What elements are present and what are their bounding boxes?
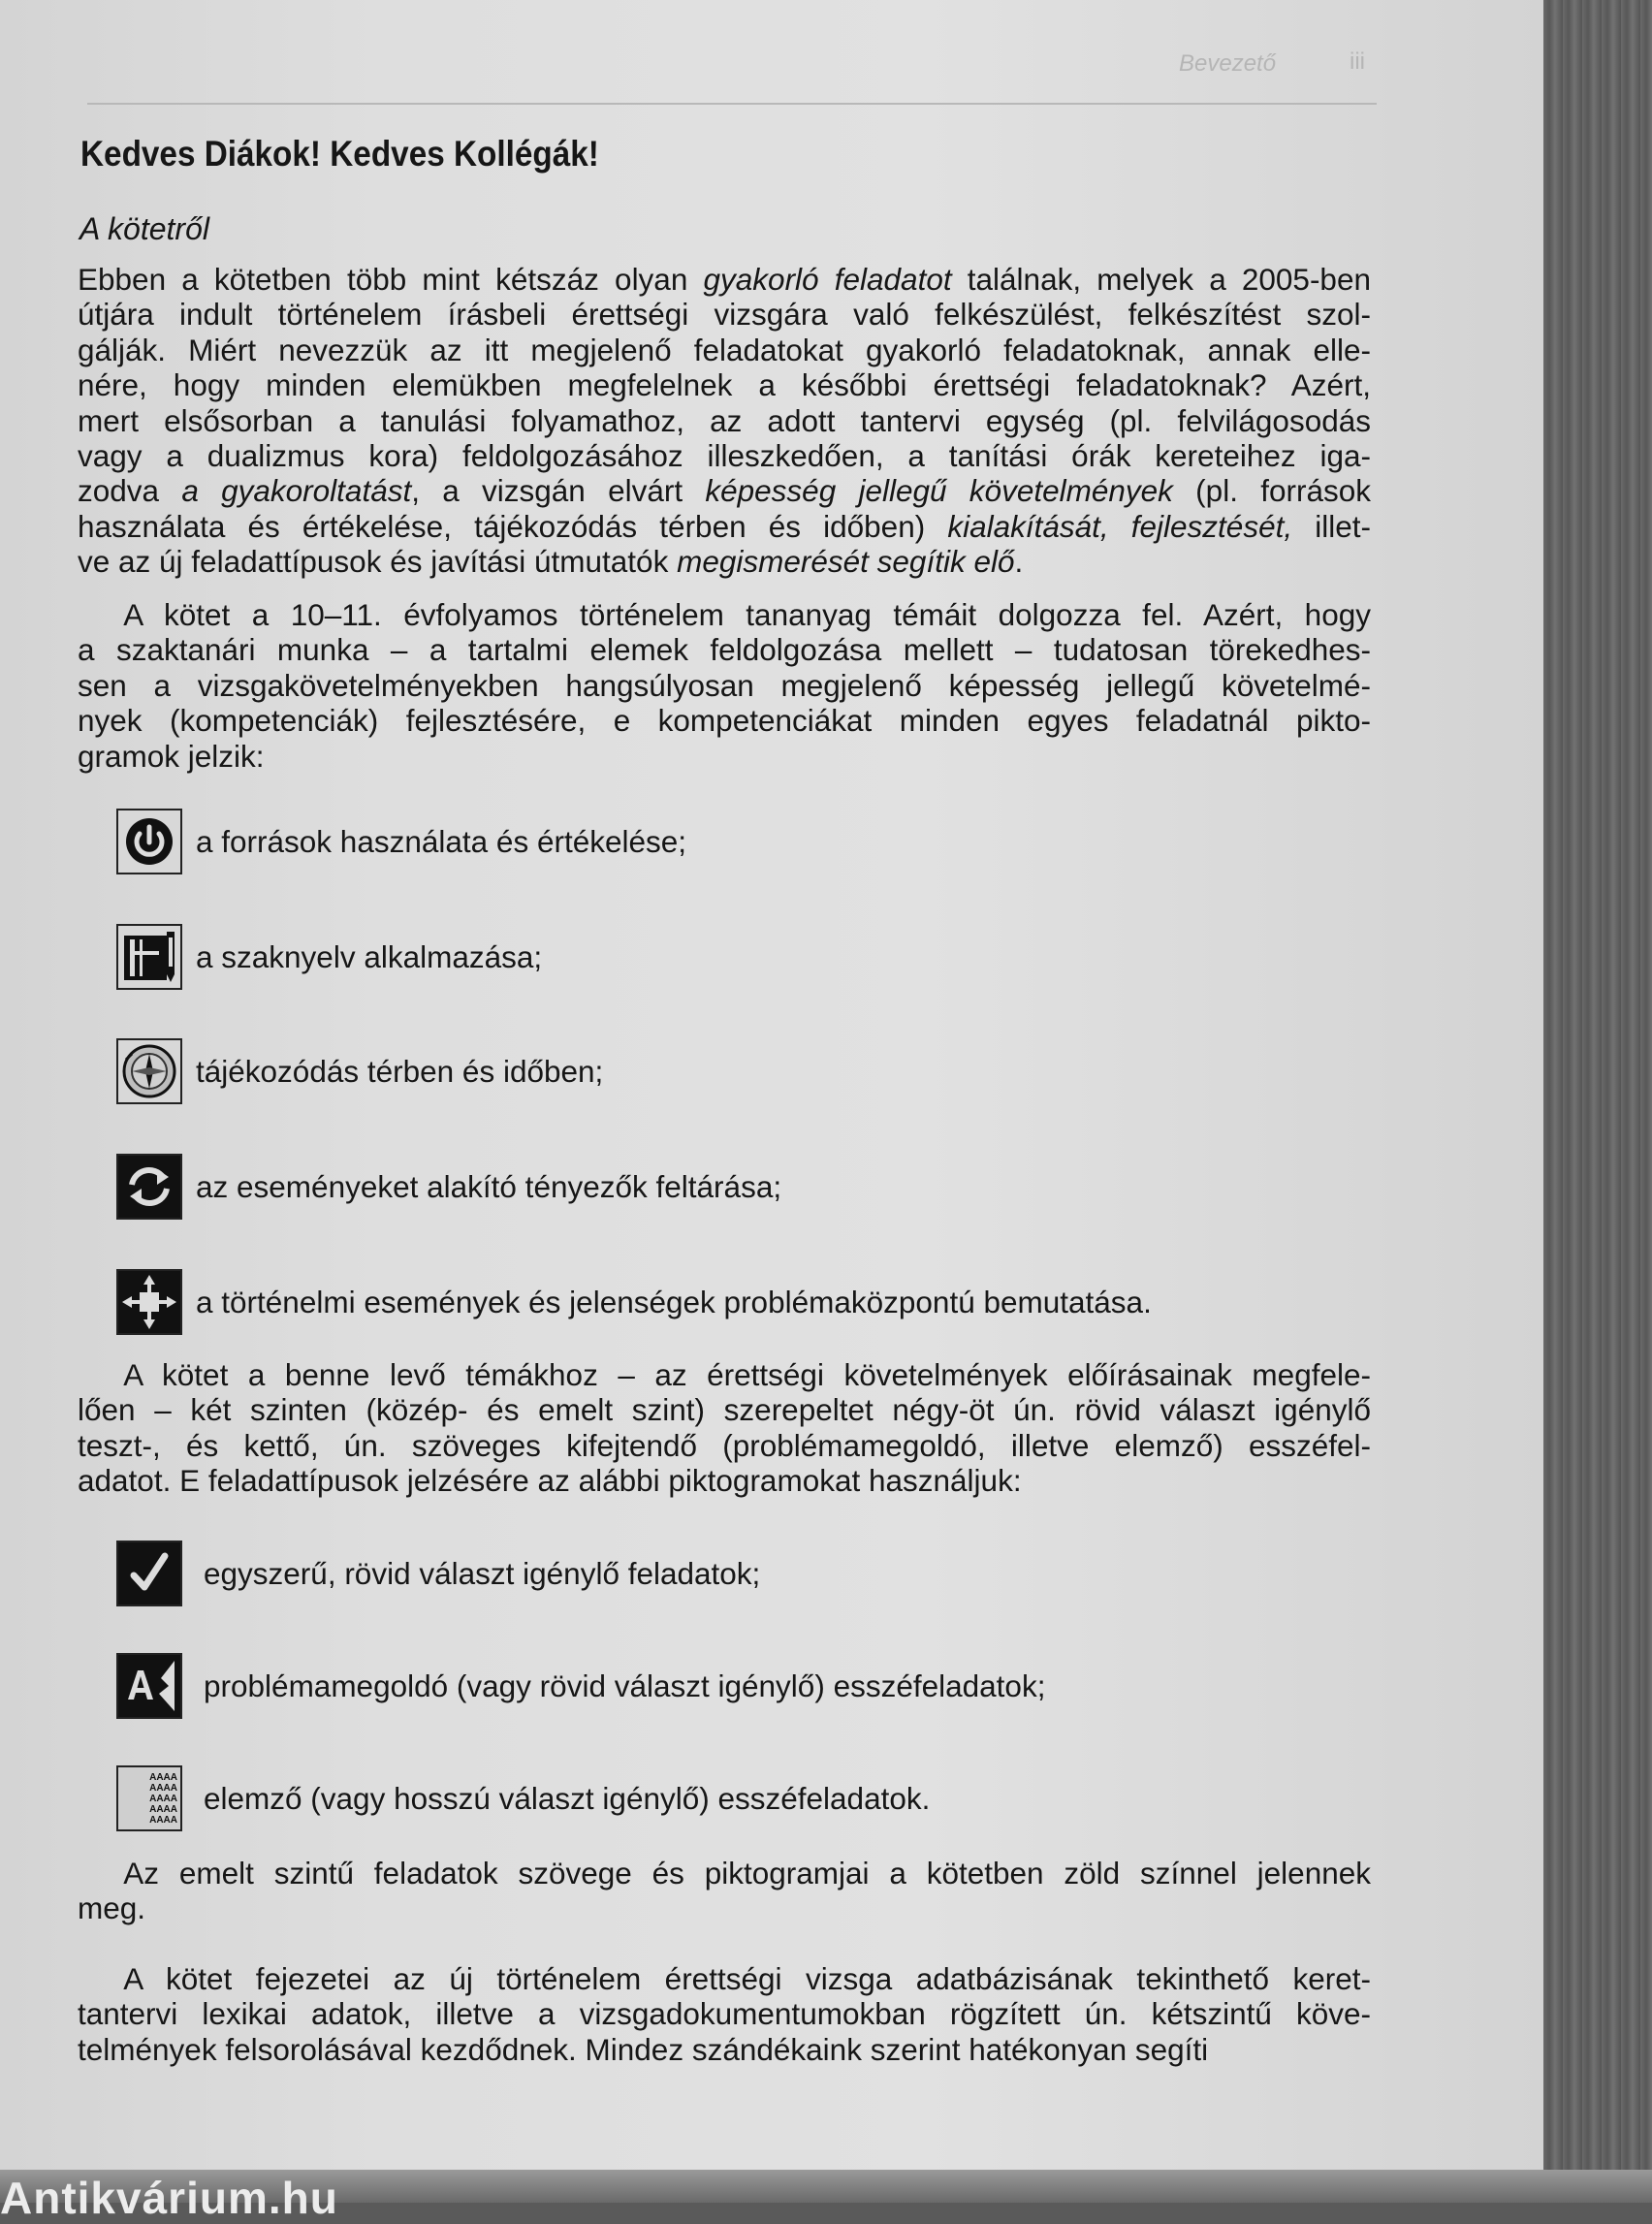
- text-line: A kötet a 10–11. évfolyamos történelem tananyag témáit dolgozza fel. Azért, hogy: [78, 597, 1371, 632]
- icon-text-line: AAAA: [149, 1793, 177, 1804]
- text-line: nyek (kompetenciák) fejlesztésére, e kompetenciákat minden egyes feladatnál pikto-: [78, 703, 1371, 739]
- text-line: telmények felsorolásával kezdődnek. Mindez szándékaink szerint hatékonyan segíti: [78, 2031, 1209, 2067]
- text-lines-icon: [116, 1765, 182, 1831]
- task-type-item-analytic-essay: [116, 1763, 930, 1833]
- power-icon: [116, 809, 182, 874]
- competency-item-problems: [116, 1267, 1152, 1337]
- competency-item-orientation: [116, 1036, 603, 1106]
- running-title: Bevezető: [1179, 50, 1277, 77]
- text-line: lően – két szinten (közép- és emelt szint) szerepeltet négy-öt ún. rövid választ igénylő: [78, 1392, 1371, 1428]
- text-line: használata és értékelése, tájékozódás térben és időben) kialakítását, fejlesztését, illet-: [78, 508, 1371, 544]
- text-line: Az emelt szintű feladatok szövege és piktogramjai a kötetben zöld színnel jelennek: [78, 1856, 1371, 1890]
- competency-intro-paragraph: [78, 597, 1371, 774]
- text-line: Ebben a kötetben több mint kétszáz olyan gyakorló feladatot találnak, melyek a 2005-ben: [78, 262, 1371, 297]
- task-type-label: problémamegoldó (vagy rövid választ igénylő) esszéfeladatok;: [204, 1668, 1046, 1703]
- page-number: iii: [1350, 48, 1365, 75]
- text-line: gramok jelzik:: [78, 738, 265, 774]
- page-title: Kedves Diákok! Kedves Kollégák!: [80, 134, 599, 174]
- text-line: tantervi lexikai adatok, illetve a vizsgadokumentumokban rögzített ún. kétszintű köve-: [78, 1996, 1371, 2032]
- icon-text-line: AAAA: [149, 1782, 177, 1794]
- text-line: A kötet fejezetei az új történelem érettségi vizsga adatbázisának tekinthető keret-: [78, 1961, 1371, 1996]
- emphasis: megismerését segítik elő: [677, 544, 1015, 580]
- competency-item-factors: [116, 1152, 781, 1222]
- text-line: sen a vizsgakövetelményekben hangsúlyosan megjelenő képesség jellegű követelmé-: [78, 667, 1371, 703]
- competency-label: az eseményeket alakító tényezők feltárása;: [196, 1168, 782, 1204]
- header-rule: [87, 103, 1377, 105]
- text-line: a szaktanári munka – a tartalmi elemek feldolgozása mellett – tudatosan törekedhes-: [78, 632, 1371, 668]
- competency-label: a források használata és értékelése;: [196, 823, 687, 859]
- emphasis: a gyakoroltatást: [181, 473, 412, 509]
- task-type-item-problem-essay: [116, 1651, 1045, 1721]
- task-types-paragraph: [78, 1357, 1371, 1499]
- text-line: A kötet a benne levő témákhoz – az érettségi követelmények előírásainak megfele-: [78, 1357, 1371, 1392]
- competency-label: a szaknyelv alkalmazása;: [196, 938, 543, 974]
- text-line: útjára indult történelem írásbeli érettségi vizsgára való felkészülést, felkészítést szol-: [78, 297, 1371, 333]
- book-pen-icon: [116, 924, 182, 990]
- text-line: ve az új feladattípusok és javítási útmutatók megismerését segítik elő.: [78, 544, 1024, 580]
- puzzle-arrows-icon: [116, 1269, 182, 1335]
- text-line: zodva a gyakoroltatást, a vizsgán elvárt képesség jellegű követelmények (pl. források: [78, 473, 1371, 509]
- emphasis: gyakorló feladatot: [703, 262, 952, 297]
- background-surface: [1543, 0, 1652, 2203]
- task-type-label: egyszerű, rövid választ igénylő feladatok;: [204, 1555, 761, 1591]
- competency-item-sources: [116, 807, 686, 876]
- competency-item-terminology: [116, 922, 542, 992]
- task-type-label: elemző (vagy hosszú választ igénylő) esszéfeladatok.: [204, 1780, 931, 1816]
- intro-paragraph: [78, 262, 1371, 580]
- emphasis: kialakítását, fejlesztését,: [947, 508, 1293, 544]
- icon-text-line: AAAA: [149, 1803, 177, 1815]
- advanced-level-paragraph: [78, 1856, 1371, 1926]
- letter-a-icon: [116, 1653, 182, 1719]
- cycle-arrows-icon: [116, 1154, 182, 1220]
- text-line: teszt-, és kettő, ún. szöveges kifejtendő (problémamegoldó, illetve elemző) esszéfel-: [78, 1427, 1371, 1463]
- chapters-paragraph: [78, 1961, 1371, 2067]
- compass-clock-icon: [116, 1038, 182, 1104]
- text-line: gálják. Miért nevezzük az itt megjelenő feladatokat gyakorló feladatoknak, annak elle-: [78, 332, 1371, 367]
- text-line: mert elsősorban a tanulási folyamathoz, az adott tantervi egység (pl. felvilágosodás: [78, 402, 1371, 438]
- competency-label: a történelmi események és jelenségek problémaközpontú bemutatása.: [196, 1284, 1152, 1319]
- emphasis: képesség jellegű követelmények: [705, 473, 1173, 509]
- text-line: nére, hogy minden elemükben megfelelnek a későbbi érettségi feladatoknak? Azért,: [78, 367, 1371, 403]
- icon-text-line: AAAA: [149, 1814, 177, 1826]
- text-line: adatot. E feladattípusok jelzésére az alábbi piktogramokat használjuk:: [78, 1463, 1022, 1499]
- text-line: meg.: [78, 1890, 146, 1926]
- checkmark-icon: [116, 1541, 182, 1606]
- task-type-item-short: [116, 1539, 760, 1608]
- competency-label: tájékozódás térben és időben;: [196, 1053, 604, 1089]
- text-line: vagy a dualizmus kora) feldolgozásához illeszkedően, a tanítási órák kereteihez iga-: [78, 438, 1371, 474]
- section-subtitle: A kötetről: [79, 211, 209, 246]
- watermark: Antikvárium.hu: [0, 2173, 338, 2223]
- icon-text-line: AAAA: [149, 1771, 177, 1783]
